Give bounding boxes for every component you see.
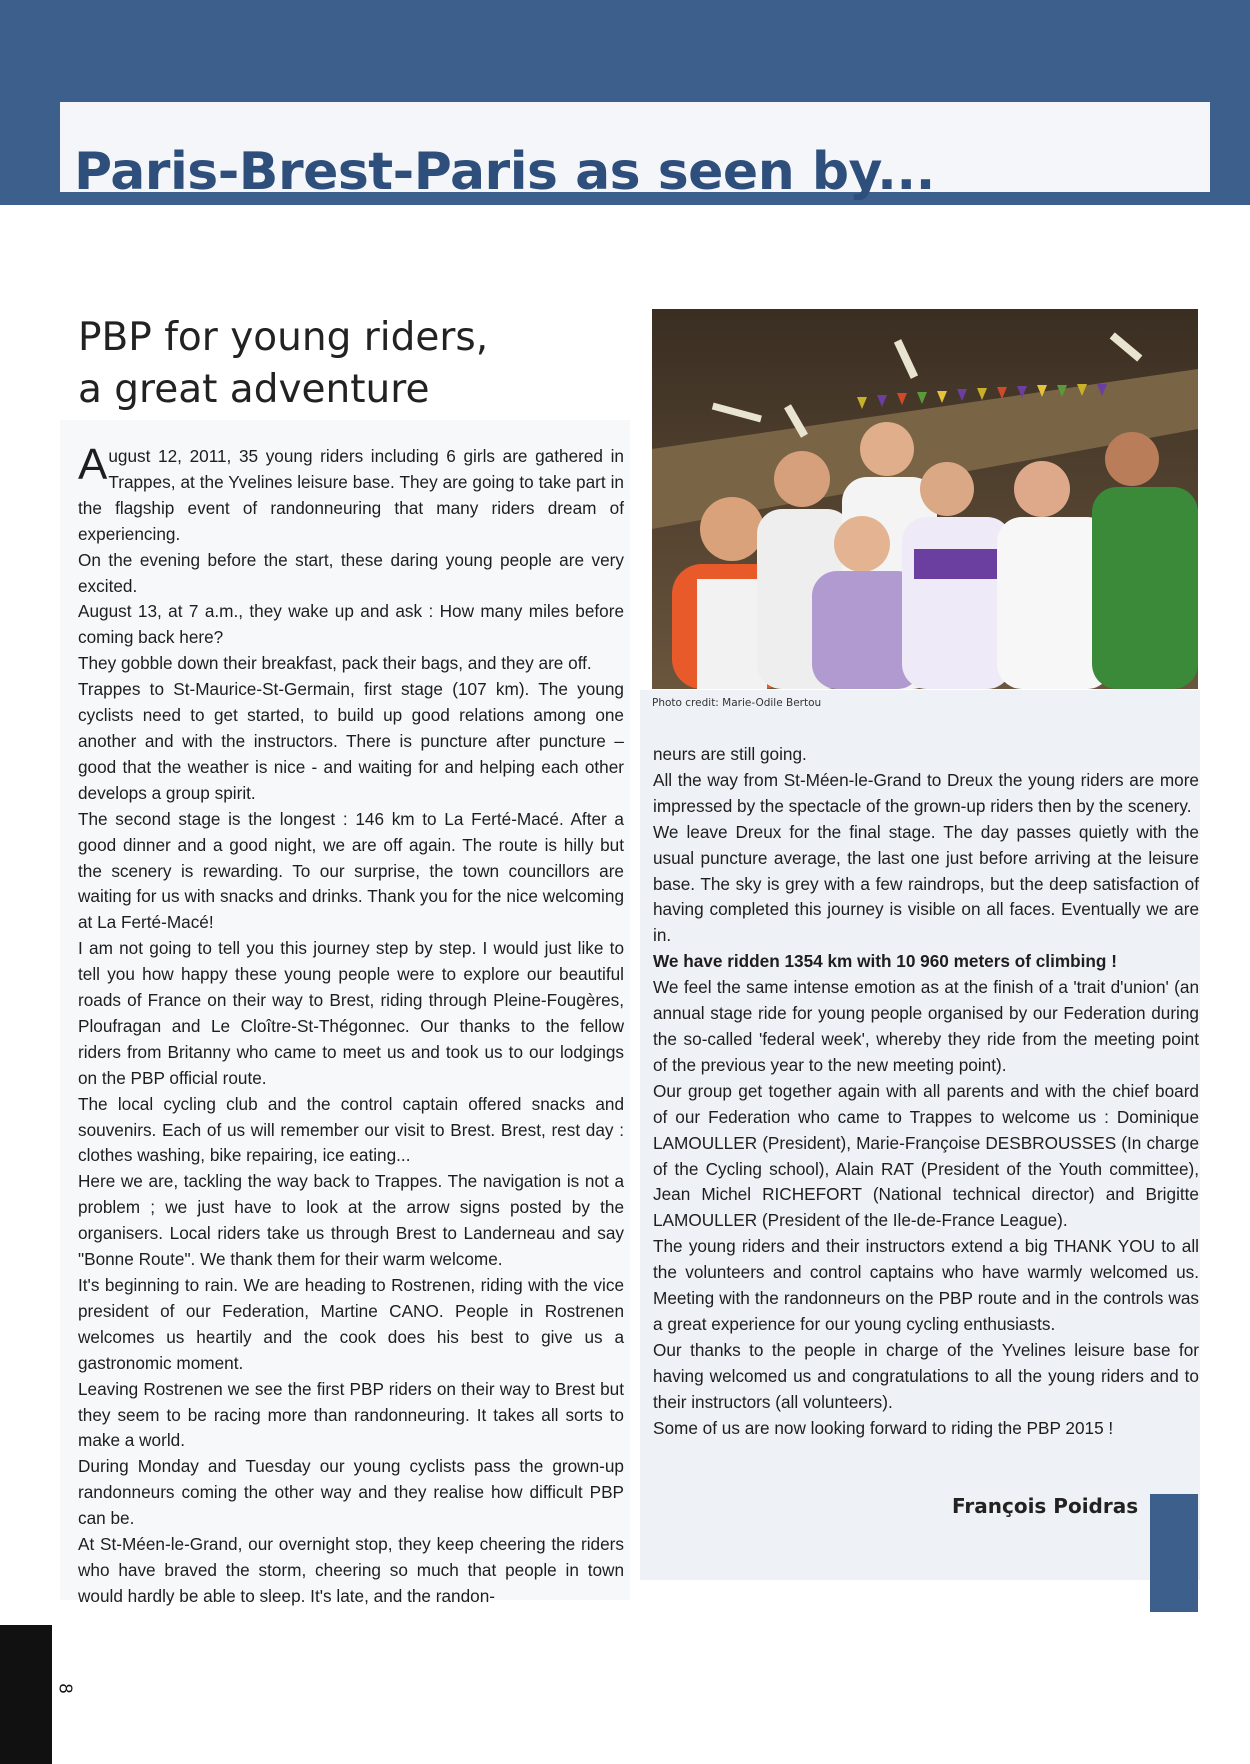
page-number: 8 bbox=[55, 1683, 76, 1694]
author-accent-bar bbox=[1150, 1494, 1198, 1612]
article-paragraph: August 13, at 7 a.m., they wake up and ask : How many miles before coming back here? bbox=[78, 601, 624, 648]
article-paragraph: Our thanks to the people in charge of the Yvelines leisure base for having welcomed us and congratulations to all the young riders and to their instructors (all volunteers). bbox=[653, 1339, 1199, 1412]
group-photo-illustration bbox=[652, 309, 1198, 689]
article-paragraph: Trappes to St-Maurice-St-Germain, first stage (107 km). The young cyclists need to get started, to build up good relations among one another and with the instructors. There is puncture after puncture – good that the weather is nice - and waiting for and helping each other develops a group spirit. bbox=[78, 679, 624, 803]
article-paragraph: August 12, 2011, 35 young riders including 6 girls are gathered in Trappes, at the Yvelines leisure base. They are going to take part in the flagship event of randonneuring that many riders dream of experiencing. bbox=[78, 440, 624, 544]
page-title: Paris-Brest-Paris as seen by... bbox=[74, 142, 935, 202]
article-title-line-2: a great adventure bbox=[78, 367, 430, 412]
article-paragraph: Here we are, tackling the way back to Trappes. The navigation is not a problem ; we just have to look at the arrow signs posted by the organisers. Local riders take us through Brest to Landerneau and say "Bonne Route". We thank them for their warm welcome. bbox=[78, 1171, 624, 1270]
article-paragraph: On the evening before the start, these daring young people are very excited. bbox=[78, 549, 624, 596]
article-paragraph: I am not going to tell you this journey step by step. I would just like to tell you how happy these young people were to explore our beautiful roads of France on their way to Brest, riding through Pleine-Fougères, Ploufragan and Le Cloître-St-Thégonnec. Our thanks to the fellow riders from Britanny who came to meet us and took us to our lodgings on the PBP official route. bbox=[78, 938, 624, 1088]
article-left-column bbox=[78, 440, 624, 1610]
article-paragraph: It's beginning to rain. We are heading to Rostrenen, riding with the vice president of our Federation, Martine CANO. People in Rostrenen welcomes us heartily and the cook does his best to give us a gastronomic moment. bbox=[78, 1275, 624, 1373]
article-paragraph: neurs are still going. bbox=[653, 744, 807, 764]
article-paragraph: All the way from St-Méen-le-Grand to Dreux the young riders are more impressed by the spectacle of the grown-up riders then by the scenery. bbox=[653, 769, 1199, 816]
article-paragraph: Some of us are now looking forward to riding the PBP 2015 ! bbox=[653, 1417, 1114, 1438]
photo-credit: Photo credit: Marie-Odile Bertou bbox=[652, 697, 822, 709]
article-paragraph: The young riders and their instructors extend a big THANK YOU to all the volunteers and control captains who have warmly welcomed us. Meeting with the randonneurs on the PBP route and in the controls was a great experience for our young cycling enthusiasts. bbox=[653, 1236, 1199, 1334]
article-paragraph: Our group get together again with all parents and with the chief board of our Federation who came to Trappes to welcome us : Dominique LAMOULLER (President), Marie-Françoise DESBROUSSES (In charge of the Cycling school), Alain RAT (President of the Youth committee), Jean Michel RICHEFORT (National technical director) and Brigitte LAMOULLER (President of the Ile-de-France League). bbox=[653, 1080, 1199, 1231]
article-title-line-1: PBP for young riders, bbox=[78, 315, 489, 360]
article-right-column bbox=[653, 742, 1199, 1441]
author-name: François Poidras bbox=[952, 1494, 1139, 1518]
article-paragraph: Leaving Rostrenen we see the first PBP riders on their way to Brest but they seem to be racing more than randonneuring. It takes all sorts to make a world. bbox=[78, 1378, 624, 1451]
article-paragraph: They gobble down their breakfast, pack their bags, and they are off. bbox=[78, 653, 592, 674]
article-paragraph: The second stage is the longest : 146 km to La Ferté-Macé. After a good dinner and a good night, we are off again. The route is hilly but the scenery is rewarding. To our surprise, the town councillors are waiting for us with snacks and drinks. Thank you for the nice welcoming at La Ferté-Macé! bbox=[78, 808, 624, 933]
article-title bbox=[78, 312, 488, 416]
page-edge-bar bbox=[0, 1625, 52, 1764]
group-photo bbox=[652, 309, 1198, 689]
drop-cap: A bbox=[78, 440, 108, 489]
article-paragraph: The local cycling club and the control captain offered snacks and souvenirs. Each of us will remember our visit to Brest. Brest, rest day : clothes washing, bike repairing, ice eating... bbox=[78, 1093, 624, 1166]
article-paragraph: We feel the same intense emotion as at the finish of a 'trait d'union' (an annual stage ride for young people organised by our Federation during the so-called 'federal week', whereby they ride from the meeting point of the previous year to the new meeting point). bbox=[653, 977, 1199, 1075]
article-paragraph: At St-Méen-le-Grand, our overnight stop, they keep cheering the riders who have braved the storm, cheering so much that people in town would hardly be able to sleep. It's late, and the randon- bbox=[78, 1534, 624, 1606]
article-paragraph: During Monday and Tuesday our young cyclists pass the grown-up randonneurs coming the other way and they realise how difficult PBP can be. bbox=[78, 1456, 624, 1529]
article-paragraph: We leave Dreux for the final stage. The day passes quietly with the usual puncture average, the last one just before arriving at the leisure base. The sky is grey with a few raindrops, but the deep satisfaction of having completed this journey is visible on all faces. Eventually we are in. bbox=[653, 821, 1199, 946]
highlight-statement: We have ridden 1354 km with 10 960 meters of climbing ! bbox=[653, 951, 1117, 972]
